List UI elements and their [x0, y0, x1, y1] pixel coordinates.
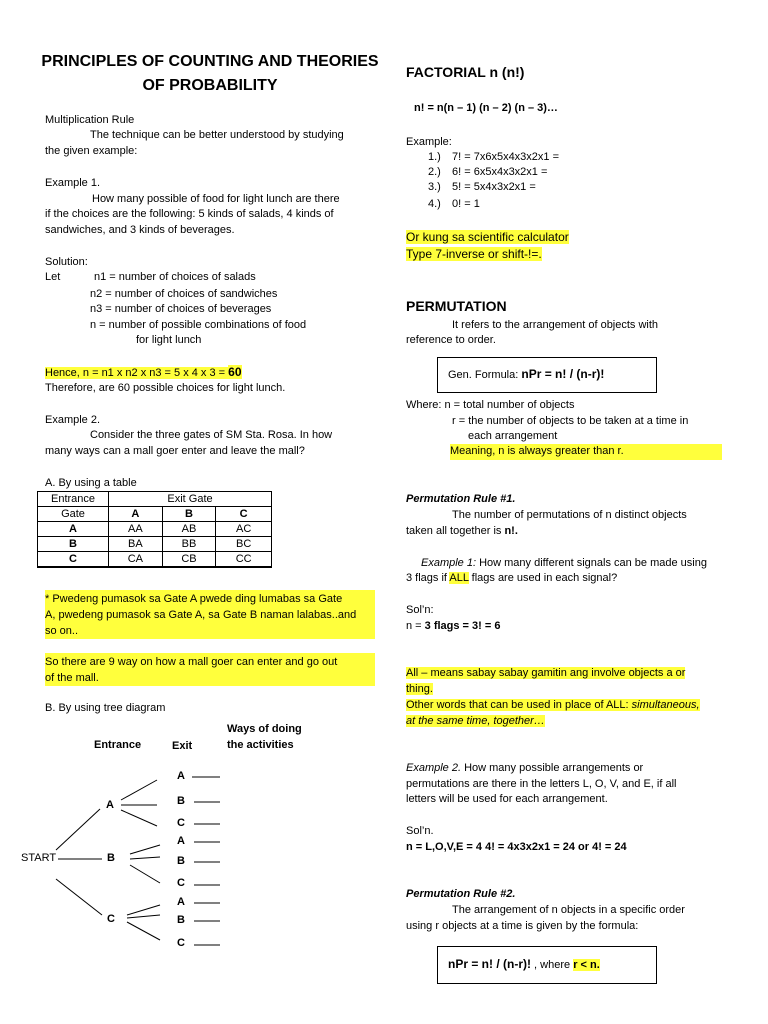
let-n1: n1 = number of choices of salads	[94, 271, 256, 283]
tree-line	[130, 865, 160, 883]
exit-col-c: C	[216, 507, 272, 522]
tree-leaf: A	[177, 835, 185, 847]
let-n-2: for light lunch	[136, 334, 202, 346]
all-note	[406, 665, 700, 729]
rule2-formula-expr: nPr = n! / (n-r)!	[448, 957, 531, 971]
factorial-example-expr: 5! = 5x4x3x2x1 =	[452, 181, 536, 193]
factorial-example-expr: 7! = 7x6x5x4x3x2x1 =	[452, 151, 560, 163]
table-cell: CA	[109, 552, 163, 568]
let-n-1: n = number of possible combinations of food	[90, 319, 307, 331]
table-cell: AC	[216, 522, 272, 537]
general-formula-expr: nPr = n! / (n-r)!	[521, 367, 605, 381]
other-words-line-1-italic: simultaneous,	[631, 699, 700, 711]
entrance-gate-header: Entrance	[38, 492, 109, 507]
permutation-heading: PERMUTATION	[406, 298, 507, 314]
tree-line	[130, 857, 160, 859]
factorial-example-expr: 6! = 6x5x4x3x2x1 =	[452, 166, 548, 178]
mult-rule-intro-1: The technique can be better understood by studying	[90, 129, 344, 141]
rule1-example-1-line-2	[406, 571, 617, 586]
table-heading: A. By using a table	[45, 477, 137, 489]
table-cell: BB	[162, 537, 216, 552]
tree-leaf: C	[177, 817, 185, 829]
mult-rule-intro-2: the given example:	[45, 145, 138, 157]
solution-2-label: Sol’n.	[406, 825, 434, 837]
rule1-example-1-label: Example 1:	[421, 557, 477, 569]
example-2-heading: Example 2.	[45, 414, 101, 426]
row-gate: C	[38, 552, 109, 568]
tree-heading: B. By using tree diagram	[45, 702, 166, 714]
hence-text: Hence, n = n1 x n2 x n3 = 5 x 4 x 3 =	[45, 367, 229, 379]
rule1-example-1-all: ALL	[449, 572, 469, 584]
solution-1	[406, 619, 500, 634]
tree-branch-b: B	[107, 852, 115, 864]
tree-line	[56, 879, 102, 915]
tree-line	[127, 915, 160, 918]
rule2-formula-box	[437, 946, 657, 984]
calculator-note	[406, 229, 569, 263]
solution-1-answer: 3 flags = 3! = 6	[424, 620, 501, 632]
table-cell: AA	[109, 522, 163, 537]
row-gate: A	[38, 522, 109, 537]
other-words-line-2: at the same time, together…	[406, 715, 545, 727]
let-n2: n2 = number of choices of sandwiches	[90, 288, 278, 300]
rule1-text-1: The number of permutations of n distinct objects	[452, 509, 687, 521]
tree-leaf: C	[177, 937, 185, 949]
let-label: Let	[45, 271, 61, 283]
general-formula-label: Gen. Formula:	[448, 369, 522, 381]
table-cell: BA	[109, 537, 163, 552]
tree-header-entrance: Entrance	[94, 739, 142, 751]
where-line-1: Where: n = total number of objects	[406, 399, 575, 411]
therefore-text: Therefore, are 60 possible choices for light lunch.	[45, 382, 286, 394]
tree-start-label: START	[21, 852, 57, 864]
rule1-example-2-text-3: letters will be used for each arrangement.	[406, 793, 608, 805]
exit-col-b: B	[162, 507, 216, 522]
example-1-text-3: sandwiches, and 3 kinds of beverages.	[45, 224, 235, 236]
table-cell: CC	[216, 552, 272, 568]
tree-line	[127, 905, 160, 915]
tree-leaf: A	[177, 770, 185, 782]
rule1-answer: n!.	[504, 525, 518, 537]
general-formula-box	[437, 357, 657, 393]
tree-leaf: B	[177, 855, 185, 867]
factorial-example-label: Example:	[406, 136, 452, 148]
tree-line	[121, 780, 157, 800]
rule2-text-2: using r objects at a time is given by the formula:	[406, 920, 639, 932]
rule1-example-2-line-1	[406, 761, 643, 776]
tree-line	[56, 809, 100, 850]
tree-line	[121, 810, 157, 826]
calculator-note-line-2: Type 7-inverse or shift-!=.	[406, 247, 542, 261]
rule1-example-2-text-2: permutations are there in the letters L, O, V, and E, if all	[406, 778, 677, 790]
solution-2: n = L,O,V,E = 4 4! = 4x3x2x1 = 24 or 4! = 24	[406, 841, 627, 853]
factorial-example-num: 1.)	[428, 151, 441, 163]
page-title: PRINCIPLES OF COUNTING AND THEORIES OF PROBABILITY	[41, 53, 379, 94]
mult-rule-heading: Multiplication Rule	[45, 114, 135, 126]
factorial-example-num: 4.)	[428, 198, 441, 210]
tree-branch-a: A	[106, 799, 114, 811]
tree-leaf: B	[177, 795, 185, 807]
meaning-note: Meaning, n is always greater than r.	[450, 444, 722, 460]
tree-header-ways-2: the activities	[227, 739, 294, 751]
factorial-example-num: 2.)	[428, 166, 441, 178]
exit-col-a: A	[109, 507, 163, 522]
exit-gate-header: Exit Gate	[109, 492, 272, 507]
permutation-def-1: It refers to the arrangement of objects with	[452, 319, 659, 331]
gate-note-1-line-1: * Pwedeng pumasok sa Gate A pwede ding lumabas sa Gate	[45, 593, 343, 605]
gate-note-1-line-3: so on..	[45, 625, 79, 637]
rule1-example-1-text-2b: flags are used in each signal?	[468, 572, 618, 584]
gate-note-1-line-2: A, pwedeng pumasok sa Gate A, sa Gate B naman lalabas..and	[45, 609, 357, 621]
rule1-example-1-text-2a: 3 flags if	[406, 572, 450, 584]
rule2-formula-where: , where	[531, 959, 574, 971]
gate-note-2-line-2: of the mall.	[45, 672, 99, 684]
rule1-text-2-label: taken all together is	[406, 525, 505, 537]
table-cell: CB	[162, 552, 216, 568]
permutation-def-2: reference to order.	[406, 334, 496, 346]
factorial-heading: FACTORIAL n (n!)	[406, 64, 525, 80]
rule1-example-2-text-1: How many possible arrangements or	[461, 762, 644, 774]
rule2-text-1: The arrangement of n objects in a specific order	[452, 904, 685, 916]
rule1-heading: Permutation Rule #1.	[406, 493, 516, 505]
where-line-3: each arrangement	[468, 430, 558, 442]
other-words-line-1: Other words that can be used in place of ALL:	[406, 699, 632, 711]
solution-1-label: Sol’n:	[406, 604, 434, 616]
tree-header-ways-1: Ways of doing	[227, 723, 302, 735]
example-1-text-1: How many possible of food for light lunch are there	[92, 193, 340, 205]
rule1-example-2-label: Example 2.	[406, 762, 462, 774]
table-cell: AB	[162, 522, 216, 537]
table-cell: BC	[216, 537, 272, 552]
factorial-example-num: 3.)	[428, 181, 441, 193]
example-2-text-2: many ways can a mall goer enter and leave the mall?	[45, 445, 305, 457]
general-formula	[448, 367, 604, 383]
rule2-heading: Permutation Rule #2.	[406, 888, 516, 900]
gate-note-2-line-1: So there are 9 way on how a mall goer can enter and go out	[45, 656, 338, 668]
row-gate: B	[38, 537, 109, 552]
example-1-text-2: if the choices are the following: 5 kinds of salads, 4 kinds of	[45, 208, 334, 220]
entrance-gate-header-2: Gate	[38, 507, 109, 522]
factorial-example-expr: 0! = 1	[452, 198, 480, 210]
tree-leaf: B	[177, 914, 185, 926]
let-n3: n3 = number of choices of beverages	[90, 303, 272, 315]
factorial-formula: n! = n(n – 1) (n – 2) (n – 3)…	[414, 102, 558, 114]
solution-1-prefix: n =	[406, 620, 425, 632]
all-note-line-2: thing.	[406, 683, 433, 695]
solution-heading: Solution:	[45, 256, 88, 268]
hence-answer: 60	[228, 365, 242, 379]
all-note-line-1: All – means sabay sabay gamitin ang involve objects a or	[406, 667, 686, 679]
rule2-formula-condition: r < n.	[573, 959, 600, 971]
tree-branch-c: C	[107, 913, 115, 925]
example-2-text-1: Consider the three gates of SM Sta. Rosa. In how	[90, 429, 333, 441]
rule1-example-1-text: How many different signals can be made using	[476, 557, 707, 569]
example-1-heading: Example 1.	[45, 177, 101, 189]
tree-line	[127, 922, 160, 940]
tree-leaf: A	[177, 896, 185, 908]
rule1-text-2	[406, 524, 518, 539]
calculator-note-line-1: Or kung sa scientific calculator	[406, 230, 569, 244]
rule2-formula	[448, 957, 600, 973]
tree-header-exit: Exit	[172, 740, 193, 752]
tree-leaf: C	[177, 877, 185, 889]
where-line-2: r = the number of objects to be taken at a time in	[452, 415, 689, 427]
tree-line	[130, 845, 160, 854]
rule1-example-1-line-1	[421, 556, 707, 571]
